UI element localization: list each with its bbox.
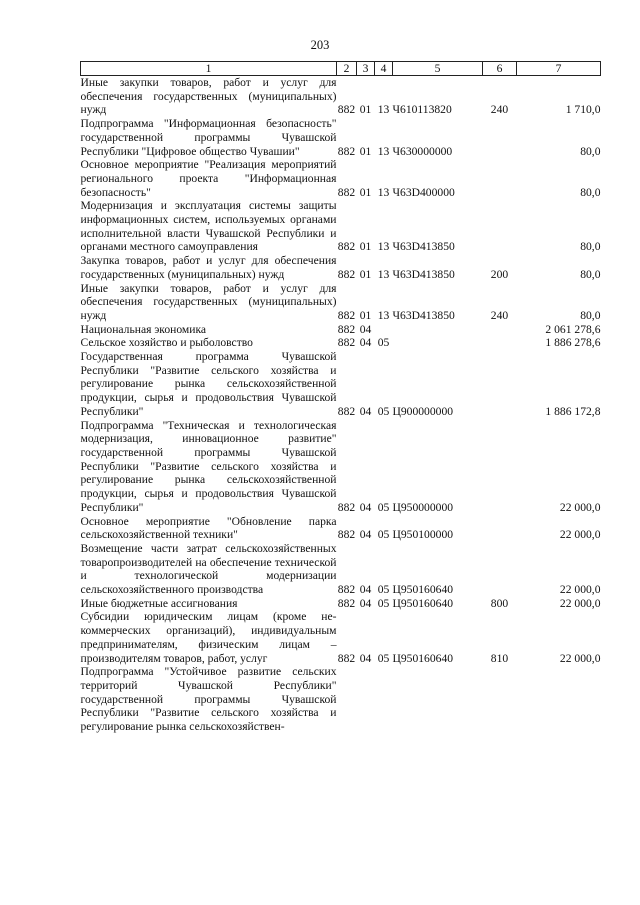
amount: 22 000,0 xyxy=(559,583,601,597)
amount: 2 061 278,6 xyxy=(545,322,601,336)
table-header-row xyxy=(81,62,601,76)
target-article-code xyxy=(393,336,483,350)
subsection-code: 13 xyxy=(377,308,390,322)
table-row xyxy=(81,597,601,611)
subsection-code: 05 xyxy=(377,596,390,610)
subsection-code: 13 xyxy=(377,103,390,117)
target-article-code: Ц900000000 xyxy=(392,404,454,418)
row-name: Субсидии юридическим лицам (кроме некоммерческих организаций), индивидуальным предпринимателям, физическим лицам – производителям товаров, работ, услуг xyxy=(80,610,337,665)
column-header: 2 xyxy=(337,62,357,76)
row-name: Подпрограмма "Техническая и технологическая модернизация, инновационное развитие" государственной программы Чувашской Республики "Развитие сельского хозяйства и регулирование рынка сельскохозяйственной продукции, сырья и продовольствия Чувашской Республики" xyxy=(80,418,337,514)
subsection-code xyxy=(375,665,393,734)
expense-type-code xyxy=(483,117,517,158)
target-article-code: Ч63D413850 xyxy=(392,267,455,281)
section-code xyxy=(357,665,375,734)
table-row xyxy=(81,199,601,254)
expense-type-code xyxy=(483,158,517,199)
section-code: 04 xyxy=(359,322,372,336)
admin-code: 882 xyxy=(337,240,356,254)
section-code: 04 xyxy=(359,336,372,350)
expense-type-code xyxy=(483,336,517,350)
admin-code: 882 xyxy=(337,336,356,350)
target-article-code: Ц950160640 xyxy=(392,596,454,610)
target-article-code xyxy=(393,323,483,337)
subsection-code: 13 xyxy=(377,144,390,158)
admin-code: 882 xyxy=(337,596,356,610)
expense-type-code: 800 xyxy=(490,596,509,610)
section-code: 01 xyxy=(359,267,372,281)
row-name: Подпрограмма "Устойчивое развитие сельских территорий Чувашской Республики" государственной программы Чувашской Республики "Развитие сельского хозяйства и регулирование рынка сельскохозяйствен- xyxy=(80,665,337,734)
section-code: 04 xyxy=(359,651,372,665)
table-row xyxy=(81,350,601,419)
target-article-code: Ч63D413850 xyxy=(392,240,455,254)
expense-type-code xyxy=(483,199,517,254)
subsection-code: 05 xyxy=(377,651,390,665)
row-name: Иные бюджетные ассигнования xyxy=(80,596,238,610)
amount: 80,0 xyxy=(580,308,601,322)
expense-type-code xyxy=(483,665,517,734)
table-row xyxy=(81,254,601,281)
section-code: 04 xyxy=(359,583,372,597)
section-code: 04 xyxy=(359,596,372,610)
row-name: Национальная экономика xyxy=(80,322,207,336)
target-article-code: Ч610113820 xyxy=(392,103,452,117)
column-header: 4 xyxy=(375,62,393,76)
subsection-code: 05 xyxy=(377,500,390,514)
column-header: 3 xyxy=(357,62,375,76)
admin-code: 882 xyxy=(337,103,356,117)
target-article-code: Ц950000000 xyxy=(392,500,454,514)
table-row xyxy=(81,158,601,199)
target-article-code: Ц950160640 xyxy=(392,583,454,597)
section-code: 01 xyxy=(359,185,372,199)
admin-code: 882 xyxy=(337,308,356,322)
page-number: 203 xyxy=(310,38,330,52)
section-code: 04 xyxy=(359,500,372,514)
target-article-code: Ч63D400000 xyxy=(392,185,455,199)
amount: 1 710,0 xyxy=(565,103,601,117)
section-code: 01 xyxy=(359,240,372,254)
subsection-code: 05 xyxy=(377,583,390,597)
admin-code: 882 xyxy=(337,322,356,336)
subsection-code: 05 xyxy=(377,404,390,418)
subsection-code xyxy=(375,323,393,337)
column-header: 1 xyxy=(81,62,337,76)
amount: 1 886 278,6 xyxy=(545,336,601,350)
expense-type-code xyxy=(483,419,517,515)
admin-code: 882 xyxy=(337,500,356,514)
expense-type-code xyxy=(483,542,517,597)
row-name: Закупка товаров, работ и услуг для обеспечения государственных (муниципальных) нужд xyxy=(80,254,337,281)
expense-type-code: 810 xyxy=(490,651,509,665)
admin-code: 882 xyxy=(337,651,356,665)
admin-code: 882 xyxy=(337,583,356,597)
section-code: 01 xyxy=(359,144,372,158)
target-article-code xyxy=(393,665,483,734)
amount: 22 000,0 xyxy=(559,651,601,665)
subsection-code: 05 xyxy=(377,528,390,542)
expense-type-code xyxy=(483,515,517,542)
section-code: 04 xyxy=(359,404,372,418)
table-row xyxy=(81,610,601,665)
amount: 1 886 172,8 xyxy=(545,404,601,418)
row-name: Государственная программа Чувашской Республики "Развитие сельского хозяйства и регулирование рынка сельскохозяйственной продукции, сырья и продовольствия Чувашской Республики" xyxy=(80,350,337,418)
table-row xyxy=(81,76,601,118)
target-article-code: Ч630000000 xyxy=(392,144,453,158)
row-name: Возмещение части затрат сельскохозяйственных товаропроизводителей на обеспечение технической и технологической модернизации сельскохозяйственного производства xyxy=(80,541,337,597)
expense-type-code: 240 xyxy=(490,308,509,322)
table-row xyxy=(81,336,601,350)
row-name: Основное мероприятие "Реализация мероприятий регионального проекта "Информационная безопасность" xyxy=(80,158,337,199)
table-row xyxy=(81,665,601,734)
amount xyxy=(517,665,601,734)
table-row xyxy=(81,117,601,158)
subsection-code: 13 xyxy=(377,240,390,254)
amount: 80,0 xyxy=(580,185,601,199)
section-code: 01 xyxy=(359,308,372,322)
subsection-code: 05 xyxy=(377,336,390,350)
admin-code xyxy=(337,665,357,734)
admin-code: 882 xyxy=(337,185,356,199)
row-name: Основное мероприятие "Обновление парка сельскохозяйственной техники" xyxy=(80,514,337,542)
column-header: 7 xyxy=(517,62,601,76)
amount: 80,0 xyxy=(580,267,601,281)
subsection-code: 13 xyxy=(377,267,390,281)
amount: 80,0 xyxy=(580,144,601,158)
amount: 22 000,0 xyxy=(559,500,601,514)
subsection-code: 13 xyxy=(377,185,390,199)
table-row xyxy=(81,282,601,323)
amount: 22 000,0 xyxy=(559,528,601,542)
column-header: 6 xyxy=(483,62,517,76)
expense-type-code xyxy=(483,350,517,419)
expense-type-code: 240 xyxy=(490,103,509,117)
table-row xyxy=(81,542,601,597)
expense-type-code xyxy=(483,323,517,337)
table-row xyxy=(81,419,601,515)
amount: 22 000,0 xyxy=(559,596,601,610)
row-name: Модернизация и эксплуатация системы защиты информационных систем, используемых органами исполнительной власти Чувашской Республики и органами местного самоуправления xyxy=(80,199,337,254)
table-row xyxy=(81,323,601,337)
admin-code: 882 xyxy=(337,404,356,418)
expense-type-code: 200 xyxy=(490,267,509,281)
amount: 80,0 xyxy=(580,240,601,254)
row-name: Сельское хозяйство и рыболовство xyxy=(80,336,253,350)
admin-code: 882 xyxy=(337,144,356,158)
target-article-code: Ц950160640 xyxy=(392,651,454,665)
table-row xyxy=(81,515,601,542)
section-code: 01 xyxy=(359,103,372,117)
section-code: 04 xyxy=(359,528,372,542)
admin-code: 882 xyxy=(337,267,356,281)
row-name: Иные закупки товаров, работ и услуг для обеспечения государственных (муниципальных) нужд xyxy=(80,76,337,117)
target-article-code: Ц950100000 xyxy=(392,528,454,542)
budget-table xyxy=(80,61,601,734)
row-name: Иные закупки товаров, работ и услуг для обеспечения государственных (муниципальных) нужд xyxy=(80,281,337,322)
target-article-code: Ч63D413850 xyxy=(392,308,455,322)
column-header: 5 xyxy=(393,62,483,76)
admin-code: 882 xyxy=(337,528,356,542)
row-name: Подпрограмма "Информационная безопасность" государственной программы Чувашской Республики "Цифровое общество Чувашии" xyxy=(80,117,337,158)
